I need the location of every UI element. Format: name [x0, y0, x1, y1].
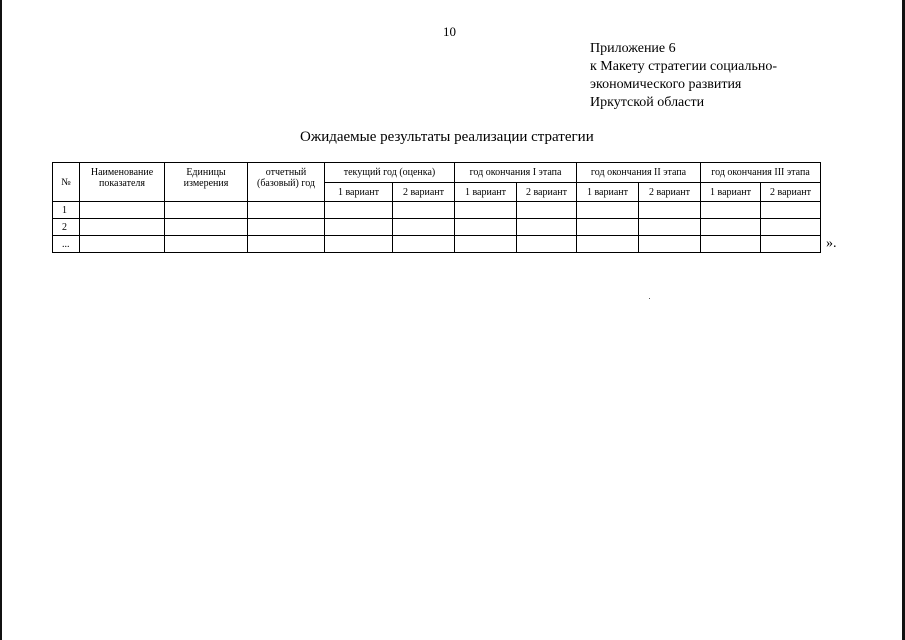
table-cell	[325, 236, 393, 253]
appendix-reference	[590, 40, 777, 112]
header-base-year: отчетный (базовый) год	[248, 163, 325, 202]
scan-speck	[649, 298, 650, 299]
table-cell	[455, 236, 517, 253]
table-cell	[248, 202, 325, 219]
table-cell	[577, 202, 639, 219]
table-cell	[701, 219, 761, 236]
table-cell	[80, 236, 165, 253]
table-cell	[517, 202, 577, 219]
table-cell	[80, 219, 165, 236]
header-number: №	[53, 163, 80, 202]
table-cell	[701, 236, 761, 253]
header-variant-2: 2 вариант	[393, 183, 455, 202]
table-cell	[455, 219, 517, 236]
table-cell	[517, 236, 577, 253]
table-row	[53, 202, 821, 219]
table-cell	[639, 236, 701, 253]
document-title: Ожидаемые результаты реализации стратегии	[300, 129, 594, 145]
row-number: 2	[53, 219, 80, 236]
header-variant-2: 2 вариант	[517, 183, 577, 202]
header-stage2-end: год окончания II этапа	[577, 163, 701, 183]
appendix-line: к Макету стратегии социально-	[590, 59, 778, 74]
table-cell	[393, 236, 455, 253]
header-variant-2: 2 вариант	[761, 183, 821, 202]
table-cell	[761, 202, 821, 219]
table-cell	[165, 236, 248, 253]
table-cell	[248, 219, 325, 236]
results-table	[52, 162, 821, 253]
appendix-line: экономического развития	[590, 77, 742, 92]
table-cell	[393, 202, 455, 219]
table-cell	[517, 219, 577, 236]
table-row	[53, 236, 821, 253]
table-cell	[455, 202, 517, 219]
table-cell	[577, 219, 639, 236]
header-variant-2: 2 вариант	[639, 183, 701, 202]
table-cell	[325, 202, 393, 219]
header-stage3-end: год окончания III этапа	[701, 163, 821, 183]
table-cell	[325, 219, 393, 236]
header-variant-1: 1 вариант	[701, 183, 761, 202]
appendix-line: Приложение 6	[590, 41, 676, 56]
header-indicator: Наименование показателя	[80, 163, 165, 202]
header-units: Единицы измерения	[165, 163, 248, 202]
header-variant-1: 1 вариант	[325, 183, 393, 202]
table-row	[53, 219, 821, 236]
table-cell	[165, 202, 248, 219]
page-number: 10	[443, 24, 456, 39]
table-cell	[577, 236, 639, 253]
table-cell	[761, 219, 821, 236]
table-cell	[393, 219, 455, 236]
scan-edge-left	[0, 0, 2, 640]
header-variant-1: 1 вариант	[577, 183, 639, 202]
appendix-line: Иркутской области	[590, 95, 705, 110]
table-cell	[639, 202, 701, 219]
row-number: 1	[53, 202, 80, 219]
table-cell	[761, 236, 821, 253]
row-number: ...	[53, 236, 80, 253]
closing-quote: ».	[826, 236, 837, 251]
table-cell	[165, 219, 248, 236]
header-stage1-end: год окончания I этапа	[455, 163, 577, 183]
header-current-year: текущий год (оценка)	[325, 163, 455, 183]
table-cell	[248, 236, 325, 253]
header-variant-1: 1 вариант	[455, 183, 517, 202]
table-cell	[639, 219, 701, 236]
table-cell	[701, 202, 761, 219]
table-cell	[80, 202, 165, 219]
